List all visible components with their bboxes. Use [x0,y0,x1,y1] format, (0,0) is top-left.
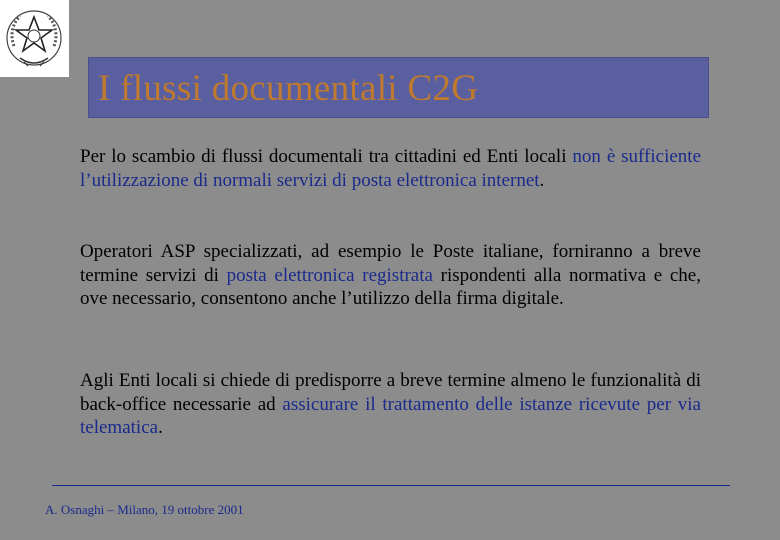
slide-title: I flussi documentali C2G [98,68,479,109]
paragraph-2-text: Operatori ASP specializzati, ad esempio le Poste italiane, forniranno a breve termine servizi di [80,241,701,286]
paragraph-3-end: . [158,417,163,438]
paragraph-3 [80,369,701,440]
paragraph-1-end: . [539,169,545,191]
italian-republic-emblem-icon [0,0,69,77]
paragraph-2 [80,240,701,311]
paragraph-3-text: Agli Enti locali si chiede di predisporre a breve termine almeno le funzionalità di back-office necessarie ad [80,370,701,415]
paragraph-2-end: rispondenti alla normativa e che, ove necessario, consentono anche l’utilizzo della firma digitale. [80,264,701,309]
paragraph-3-highlight: assicurare il trattamento delle istanze ricevute per via telematica [80,393,701,438]
paragraph-1-highlight: non è sufficiente l’utilizzazione di normali servizi di posta elettronica internet [80,146,701,191]
paragraph-1-text: Per lo scambio di flussi documentali tra cittadini ed Enti locali [80,146,573,167]
paragraph-1 [80,145,701,192]
footer-divider [52,485,730,486]
paragraph-2-highlight: posta elettronica registrata [226,264,433,286]
title-bar [88,57,709,118]
slide-footer: A. Osnaghi – Milano, 19 ottobre 2001 [45,502,244,517]
